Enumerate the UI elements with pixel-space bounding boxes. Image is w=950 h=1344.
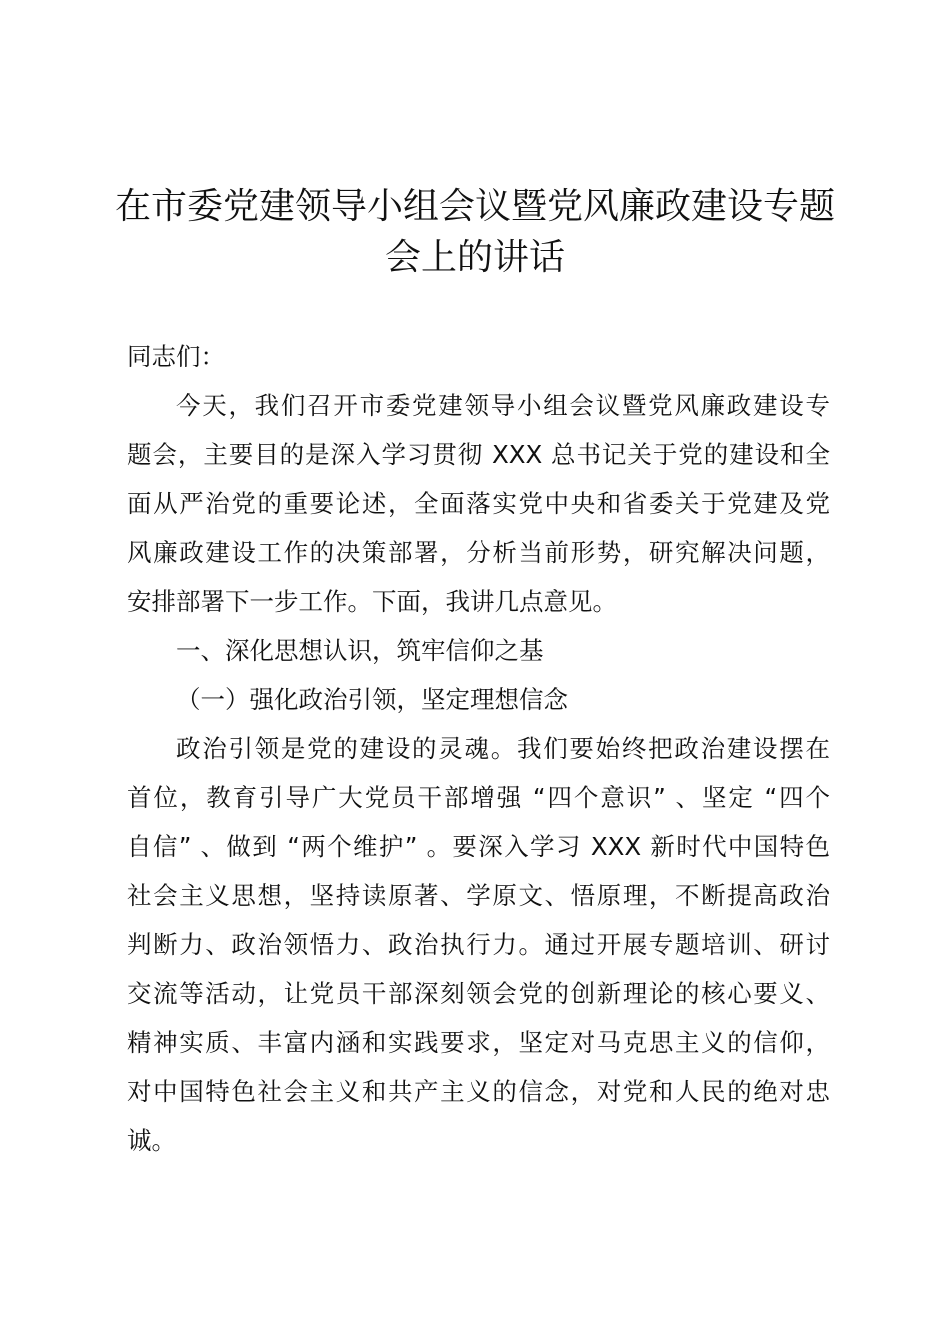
paragraph-2-line-9: 诚。 [127,1126,176,1155]
paragraph-2-line-3: 自信” 、做到 “两个维护” 。要深入学习 XXX 新时代中国特色 [127,832,830,861]
section-heading-1: 一、深化思想认识，筑牢信仰之基 [176,636,544,665]
paragraph-1-line-3: 面从严治党的重要论述，全面落实党中央和省委关于党建及党 [127,489,830,518]
subsection-heading-1: （一）强化政治引领，坚定理想信念 [176,685,568,714]
document-title-line-2: 会上的讲话 [384,237,565,278]
paragraph-2-line-5: 判断力、政治领悟力、政治执行力。通过开展专题培训、研讨 [127,930,830,959]
paragraph-2-line-2: 首位，教育引导广大党员干部增强 “四个意识” 、坚定 “四个 [127,783,830,812]
paragraph-1-line-1: 今天，我们召开市委党建领导小组会议暨党风廉政建设专 [176,391,830,420]
paragraph-2-line-6: 交流等活动，让党员干部深刻领会党的创新理论的核心要义、 [127,979,830,1008]
document-title-line-1: 在市委党建领导小组会议暨党风廉政建设专题 [114,186,835,227]
paragraph-2-line-4: 社会主义思想，坚持读原著、学原文、悟原理，不断提高政治 [127,881,830,910]
salutation: 同志们： [127,342,225,371]
paragraph-1-line-5: 安排部署下一步工作。下面，我讲几点意见。 [127,587,617,616]
paragraph-1-line-4: 风廉政建设工作的决策部署，分析当前形势，研究解决问题， [127,538,830,567]
paragraph-2-line-7: 精神实质、丰富内涵和实践要求，坚定对马克思主义的信仰， [127,1028,830,1057]
paragraph-2-line-1: 政治引领是党的建设的灵魂。我们要始终把政治建设摆在 [176,734,830,763]
paragraph-2-line-8: 对中国特色社会主义和共产主义的信念，对党和人民的绝对忠 [127,1077,830,1106]
paragraph-1-line-2: 题会，主要目的是深入学习贯彻 XXX 总书记关于党的建设和全 [127,440,830,469]
